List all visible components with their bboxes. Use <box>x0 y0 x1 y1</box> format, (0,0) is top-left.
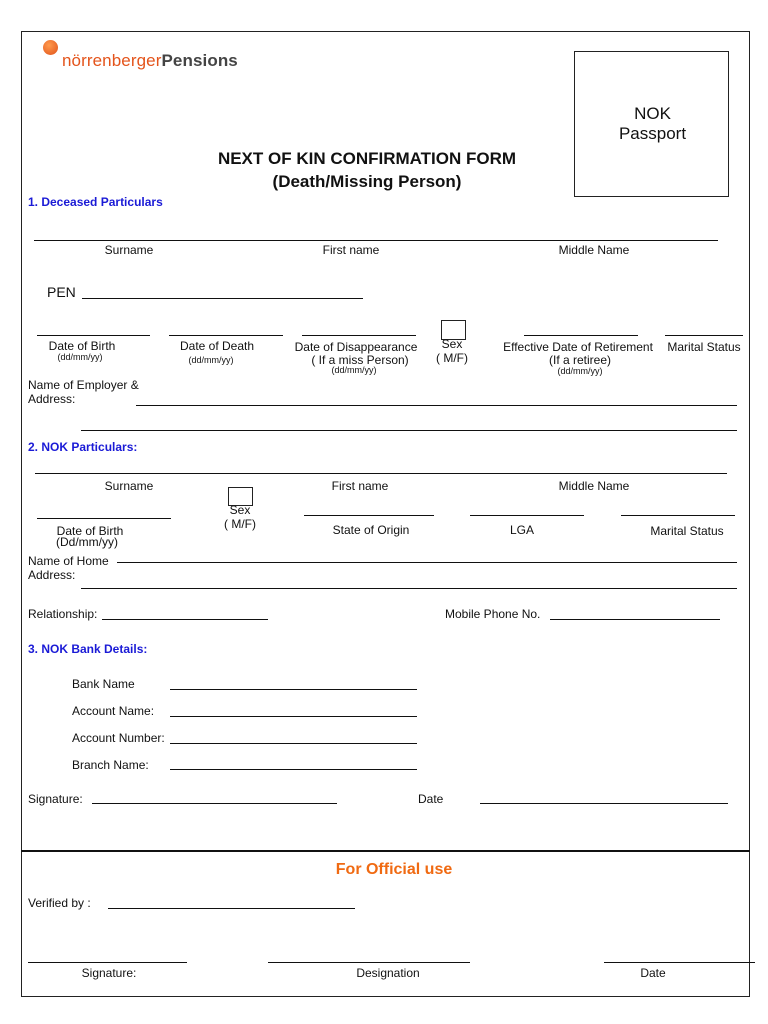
branch-name-label: Branch Name: <box>72 758 149 772</box>
official-date-field[interactable] <box>604 962 755 963</box>
bank-name-field[interactable] <box>170 689 417 690</box>
nok-middlename-label: Middle Name <box>558 479 630 493</box>
nok-dob-format: (Dd/mm/yy) <box>56 535 118 549</box>
deceased-disappearance-field[interactable] <box>302 335 416 336</box>
deceased-dod-label: Date of Death <box>179 339 255 353</box>
section2-heading: 2. NOK Particulars: <box>28 440 138 454</box>
signature-label: Signature: <box>28 792 83 806</box>
retirement-format: (dd/mm/yy) <box>557 366 603 376</box>
account-number-field[interactable] <box>170 743 417 744</box>
deceased-name-line[interactable] <box>34 240 718 241</box>
nok-surname-label: Surname <box>104 479 154 493</box>
account-name-label: Account Name: <box>72 704 155 718</box>
nok-passport-box[interactable] <box>574 51 729 197</box>
employer-address-field-1[interactable] <box>136 405 737 406</box>
deceased-middlename-label: Middle Name <box>558 243 630 257</box>
nok-lga-label: LGA <box>509 523 535 537</box>
verified-label: Verified by : <box>28 896 91 910</box>
deceased-dob-label: Date of Birth <box>48 339 116 353</box>
nok-dob-label: Date of Birth <box>56 524 124 538</box>
home-address-field-2[interactable] <box>81 588 737 589</box>
nok-sex-label: Sex <box>229 503 251 517</box>
home-address-field-1[interactable] <box>117 562 737 563</box>
nok-marital-label: Marital Status <box>650 524 724 538</box>
deceased-sex-label: Sex <box>441 337 463 351</box>
form-title: NEXT OF KIN CONFIRMATION FORM <box>217 149 517 168</box>
section3-heading: 3. NOK Bank Details: <box>28 642 148 656</box>
retirement-date-field[interactable] <box>524 335 638 336</box>
official-signature-field[interactable] <box>28 962 187 963</box>
deceased-marital-label: Marital Status <box>667 340 741 354</box>
passport-label-1: NOK <box>634 104 671 123</box>
official-designation-label: Designation <box>356 966 420 980</box>
employer-label-1: Name of Employer & <box>28 378 139 392</box>
deceased-firstname-label: First name <box>322 243 380 257</box>
retirement-sub: (If a retiree) <box>548 353 612 367</box>
relationship-field[interactable] <box>102 619 268 620</box>
signature-field[interactable] <box>92 803 337 804</box>
branch-name-field[interactable] <box>170 769 417 770</box>
deceased-disappearance-format: (dd/mm/yy) <box>331 365 377 375</box>
relationship-label: Relationship: <box>28 607 98 621</box>
nok-lga-field[interactable] <box>470 515 584 516</box>
employer-label-2: Address: <box>28 392 76 406</box>
date-label: Date <box>418 792 444 806</box>
deceased-dod-format: (dd/mm/yy) <box>188 355 234 365</box>
deceased-disappearance-label: Date of Disappearance <box>294 340 418 354</box>
verified-field[interactable] <box>108 908 355 909</box>
date-field[interactable] <box>480 803 728 804</box>
official-date-label: Date <box>640 966 666 980</box>
deceased-dod-field[interactable] <box>169 335 283 336</box>
deceased-disappearance-sub: ( If a miss Person) <box>311 353 409 367</box>
pen-field[interactable] <box>82 298 363 299</box>
nok-dob-field[interactable] <box>37 518 171 519</box>
bank-name-label: Bank Name <box>72 677 135 691</box>
official-designation-field[interactable] <box>268 962 470 963</box>
deceased-sex-sub: ( M/F) <box>436 351 468 365</box>
nok-name-line[interactable] <box>35 473 727 474</box>
form-subtitle: (Death/Missing Person) <box>272 172 462 191</box>
mobile-field[interactable] <box>550 619 720 620</box>
pen-label: PEN <box>47 284 76 300</box>
mobile-label: Mobile Phone No. <box>445 607 541 621</box>
home-address-label-2: Address: <box>28 568 76 582</box>
home-address-label-1: Name of Home <box>28 554 109 568</box>
official-heading: For Official use <box>335 861 453 878</box>
logo-part2: Pensions <box>161 51 238 70</box>
retirement-label: Effective Date of Retirement <box>503 340 653 354</box>
logo-icon <box>43 40 58 55</box>
deceased-surname-label: Surname <box>104 243 154 257</box>
nok-firstname-label: First name <box>331 479 389 493</box>
official-divider <box>21 850 750 852</box>
deceased-dob-field[interactable] <box>37 335 150 336</box>
deceased-dob-format: (dd/mm/yy) <box>57 352 103 362</box>
deceased-marital-field[interactable] <box>665 335 743 336</box>
nok-state-label: State of Origin <box>332 523 410 537</box>
section1-heading: 1. Deceased Particulars <box>28 195 163 209</box>
logo-part1: nörrenberger <box>62 51 162 70</box>
logo <box>62 51 238 71</box>
employer-address-field-2[interactable] <box>81 430 737 431</box>
nok-marital-field[interactable] <box>621 515 735 516</box>
passport-label-2: Passport <box>618 124 687 143</box>
nok-state-field[interactable] <box>304 515 434 516</box>
account-name-field[interactable] <box>170 716 417 717</box>
nok-sex-sub: ( M/F) <box>224 517 256 531</box>
official-signature-label: Signature: <box>81 966 137 980</box>
account-number-label: Account Number: <box>72 731 165 745</box>
